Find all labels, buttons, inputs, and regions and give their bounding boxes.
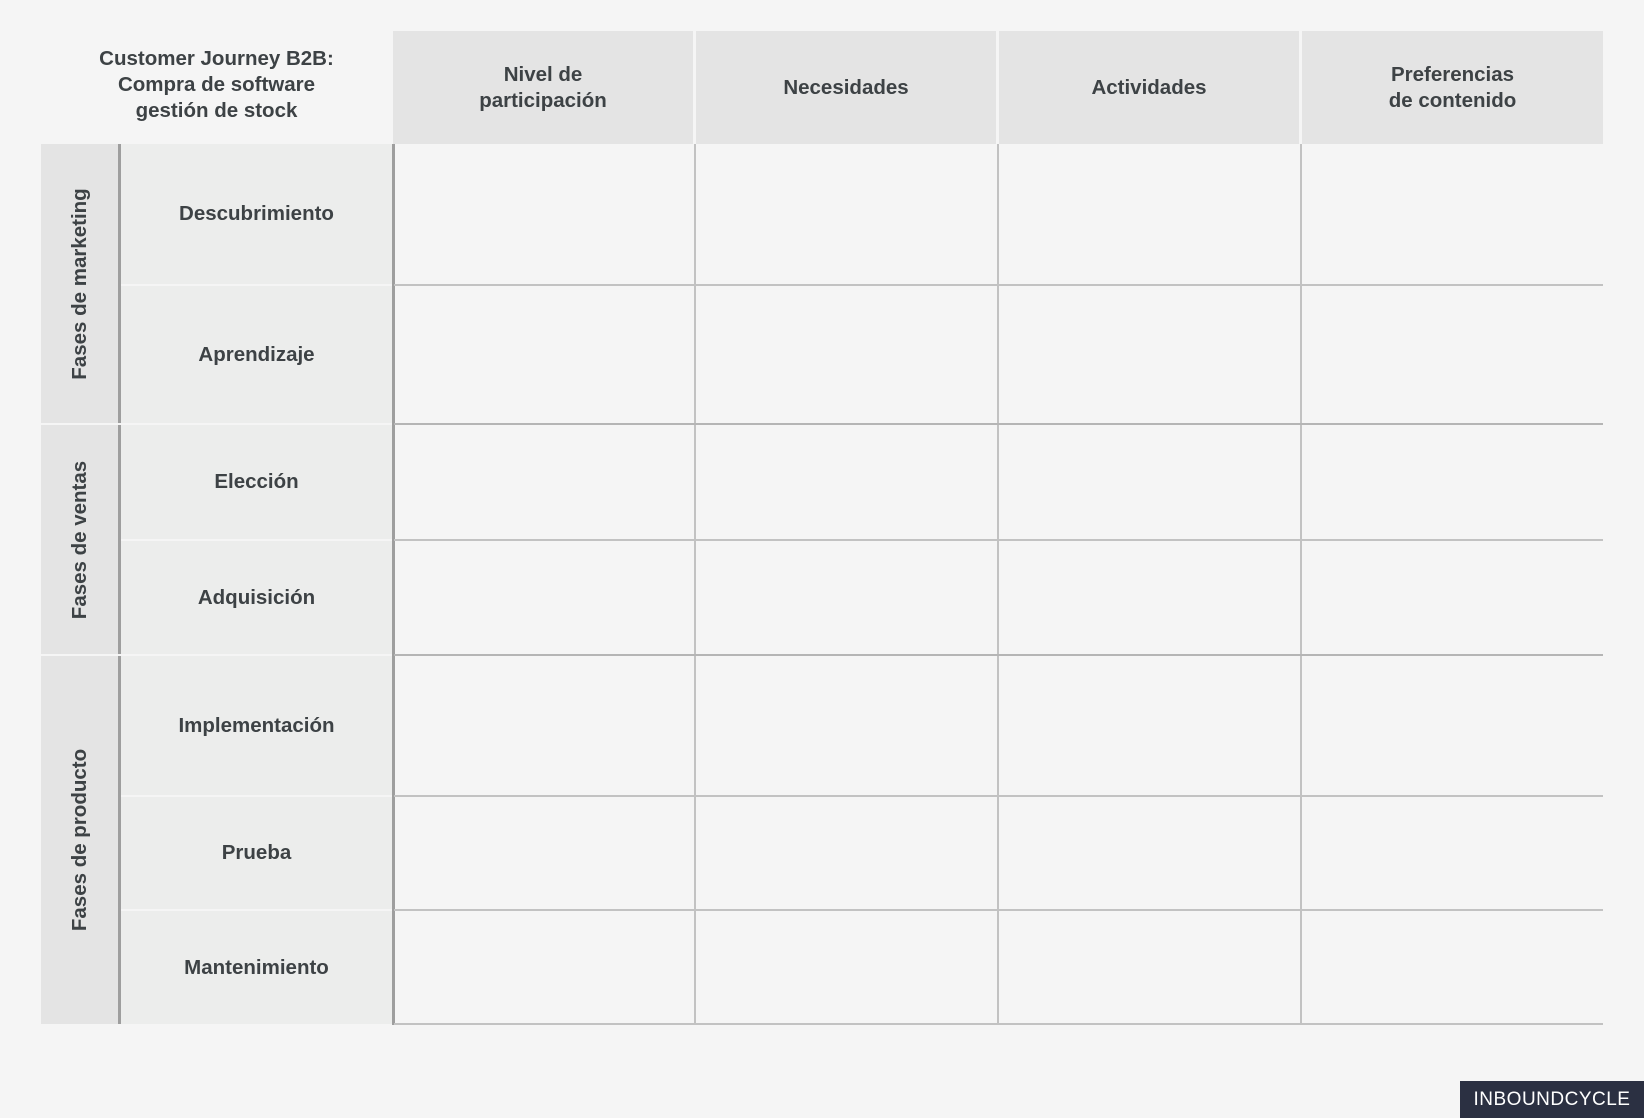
column-header-line: de contenido bbox=[1388, 88, 1517, 112]
diagram-title bbox=[41, 28, 392, 142]
stage-separator bbox=[121, 539, 392, 541]
title-line-2: Compra de software bbox=[117, 73, 316, 96]
grid-line-horizontal bbox=[394, 909, 1603, 911]
grid-line-horizontal bbox=[394, 284, 1603, 286]
grid-line-horizontal bbox=[394, 1023, 1603, 1025]
grid-line-vertical bbox=[392, 144, 395, 1025]
grid-line-horizontal bbox=[394, 795, 1603, 797]
stage-separator bbox=[121, 795, 392, 797]
column-header-line: participación bbox=[479, 88, 607, 112]
grid-line-horizontal bbox=[394, 654, 1603, 656]
group-label-producto: Fases de producto bbox=[67, 748, 91, 932]
stage-separator bbox=[121, 284, 392, 286]
group-label-ventas: Fases de ventas bbox=[67, 460, 91, 619]
inboundcycle-logo: INBOUNDCYCLE bbox=[1460, 1081, 1644, 1118]
stage-descubrimiento: Descubrimiento bbox=[121, 144, 392, 284]
stage-prueba: Prueba bbox=[121, 797, 392, 909]
stage-eleccion: Elección bbox=[121, 425, 392, 539]
stage-separator bbox=[121, 909, 392, 911]
group-fases-marketing bbox=[41, 144, 118, 423]
column-header-preferencias-contenido bbox=[1302, 31, 1603, 144]
group-fases-producto bbox=[41, 656, 118, 1024]
stage-mantenimiento: Mantenimiento bbox=[121, 911, 392, 1024]
stage-implementacion: Implementación bbox=[121, 656, 392, 795]
grid-line-horizontal bbox=[394, 423, 1603, 425]
column-header-line: Actividades bbox=[1091, 75, 1207, 99]
grid-line-vertical bbox=[997, 144, 999, 1025]
title-line-3: gestión de stock bbox=[135, 99, 298, 122]
grid-line-horizontal bbox=[394, 539, 1603, 541]
group-label-marketing: Fases de marketing bbox=[67, 187, 91, 380]
column-header-actividades bbox=[999, 31, 1299, 144]
column-header-necesidades bbox=[696, 31, 996, 144]
grid-line-vertical bbox=[1300, 144, 1302, 1025]
title-line-1: Customer Journey B2B: bbox=[99, 47, 334, 70]
stage-aprendizaje: Aprendizaje bbox=[121, 286, 392, 423]
column-header-line: Nivel de bbox=[503, 62, 583, 86]
group-fases-ventas bbox=[41, 425, 118, 654]
column-header-nivel-participacion bbox=[393, 31, 693, 144]
column-header-line: Necesidades bbox=[783, 75, 909, 99]
column-header-line: Preferencias bbox=[1390, 62, 1515, 86]
stage-adquisicion: Adquisición bbox=[121, 541, 392, 654]
grid-line-vertical bbox=[694, 144, 696, 1025]
